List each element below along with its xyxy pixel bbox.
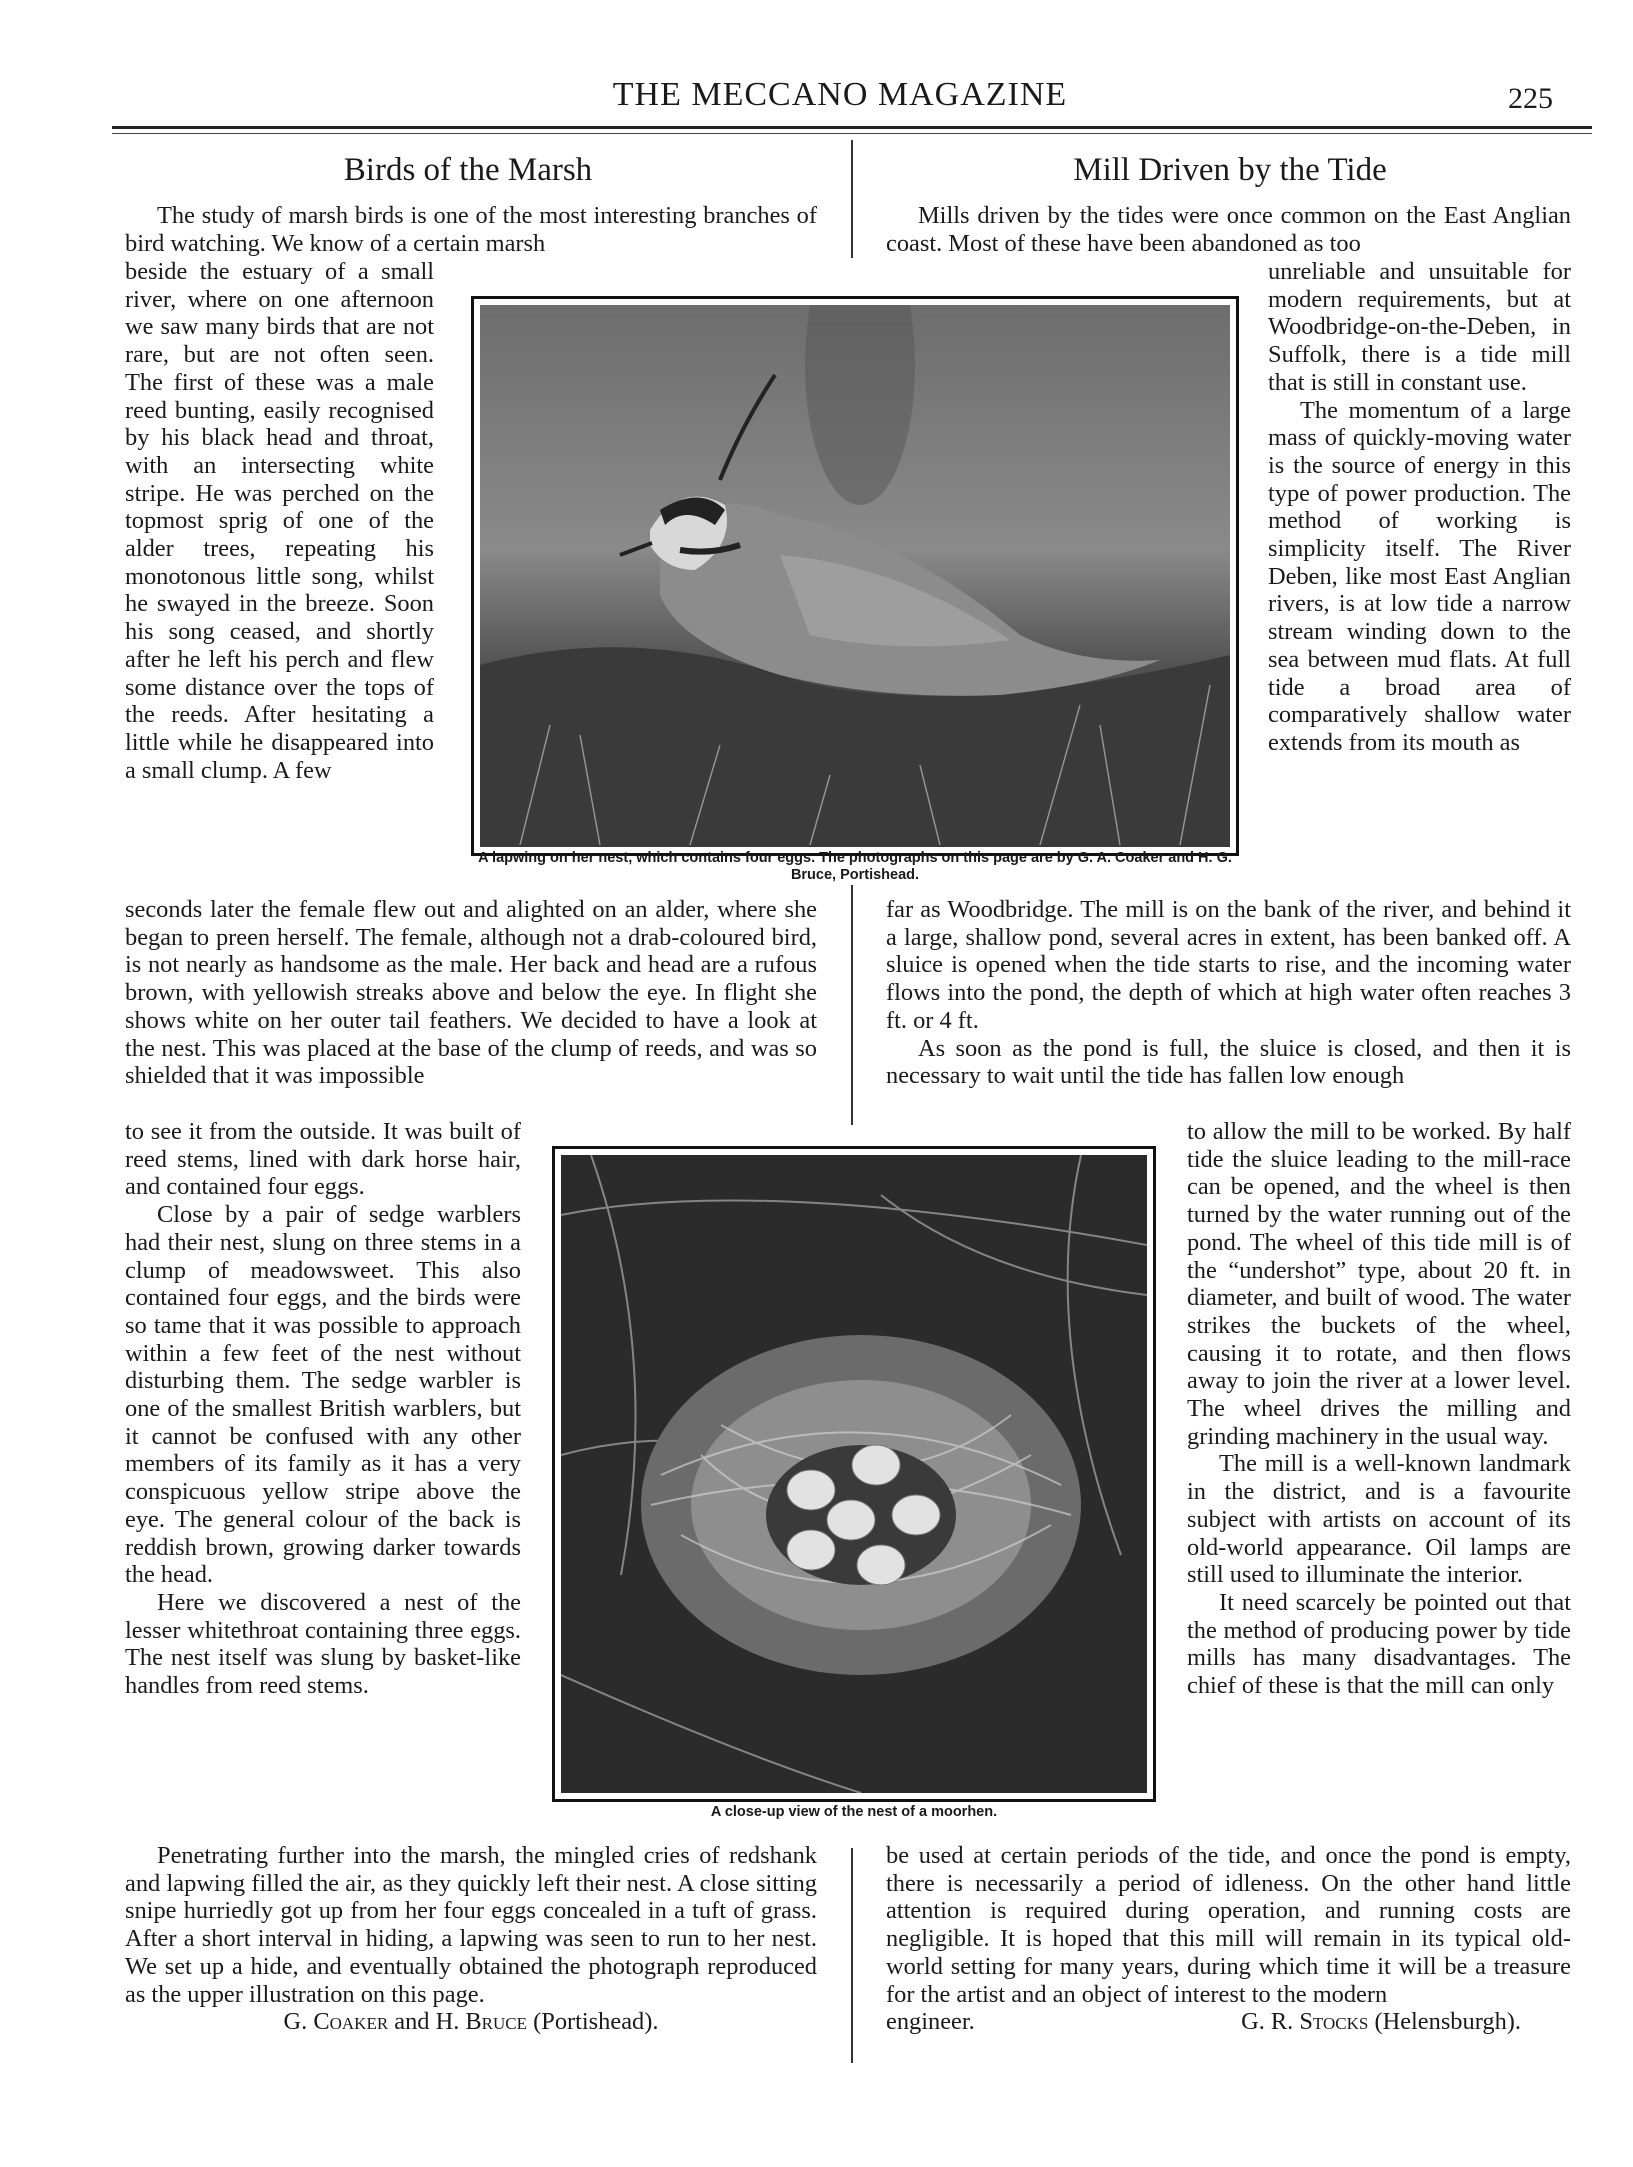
right-narrow-col-1 — [1268, 258, 1571, 757]
right-full-text-2b: As soon as the pond is full, the sluice is closed, and then it is necessary to wait until the tide has fallen low enough — [886, 1034, 1571, 1090]
right-full-3 — [886, 1842, 1571, 2036]
left-narrow-text-2b: Close by a pair of sedge warblers had their nest, slung on three stems in a clump of meadowsweet. This also contained four eggs, and the birds were so tame that it was possible to approach within a few feet of the nest without disturbing them. The sedge warbler is one of the smallest British warblers, but it cannot be confused with any other members of its family as it has a very conspicuous yellow stripe above the eye. The general colour of the back is reddish brown, growing darker towards the head. — [125, 1201, 521, 1589]
left-narrow-col-1 — [125, 258, 434, 784]
right-author-line: engineer. G. R. Stocks (Helensburgh). — [886, 2008, 1571, 2036]
left-full-text-3: Penetrating further into the marsh, the mingled cries of redshank and lapwing filled the air, as they quickly left their nest. A close sitting snipe hurriedly got up from her four eggs concealed in a tuft of grass. After a short interval in hiding, a lapwing was seen to run to her nest. We set up a hide, and eventually obtained the photograph reproduced as the upper illustration on this page. — [125, 1842, 817, 2008]
column-divider — [851, 1848, 853, 2063]
column-divider — [851, 885, 853, 1125]
left-author-signature: G. Coaker and H. Bruce (Portishead). — [283, 2008, 659, 2036]
header-rule-thin — [112, 133, 1592, 134]
lapwing-image — [480, 305, 1230, 847]
right-full-text-3: be used at certain periods of the tide, and once the pond is empty, there is necessarily a period of idleness. On the other hand little attention is required during operation, and running costs are negligible. It is hoped that this mill will remain in its typical old-world setting for many years, during which time it will be a treasure for the artist and an object of interest to the modern — [886, 1842, 1571, 2008]
right-article-title: Mill Driven by the Tide — [1073, 152, 1387, 188]
lapwing-photo — [471, 296, 1239, 856]
right-author-signature: G. R. Stocks (Helensburgh). — [1241, 2008, 1521, 2036]
left-narrow-col-2 — [125, 1118, 521, 1700]
right-intro — [886, 202, 1571, 257]
left-full-text-2: seconds later the female flew out and alighted on an alder, where she began to preen herself. The female, although not a drab-coloured bird, is not nearly as handsome as the male. Her back and head are a rufous brown, with yellowish streaks above and below the eye. In flight she shows white on her outer tail feathers. We decided to have a look at the nest. This was placed at the base of the clump of reeds, and was so shielded that it was impossible — [125, 896, 817, 1090]
magazine-title: THE MECCANO MAGAZINE — [612, 76, 1068, 113]
right-narrow-text-1a: unreliable and unsuitable for modern requirements, but at Woodbridge-on-the-Deben, in Suffolk, there is a tide mill that is still in constant use. — [1268, 258, 1571, 396]
right-narrow-text-2b: The mill is a well-known landmark in the district, and is a favourite subject with artists on account of its old-world appearance. Oil lamps are still used to illuminate the interior. — [1187, 1450, 1571, 1589]
moorhen-nest-image — [561, 1155, 1147, 1793]
column-divider — [851, 140, 853, 258]
page-number: 225 — [1508, 82, 1553, 115]
left-intro — [125, 202, 817, 257]
moorhen-nest-photo — [552, 1146, 1156, 1802]
right-full-text-2a: far as Woodbridge. The mill is on the bank of the river, and behind it a large, shallow pond, several acres in extent, has been banked off. A sluice is opened when the tide starts to rise, and the incoming water flows into the pond, the depth of which at high water often reaches 3 ft. or 4 ft. — [886, 896, 1571, 1034]
left-narrow-text-1: beside the estuary of a small river, where on one afternoon we saw many birds that are not rare, but are not often seen. The first of these was a male reed bunting, easily recognised by his black head and throat, with an intersecting white stripe. He was perched on the topmost sprig of one of the alder trees, repeating his monotonous little song, whilst he swayed in the breeze. Soon his song ceased, and shortly after he left his perch and flew some distance over the tops of the reeds. After hesitating a little while he disappeared into a small clump. A few — [125, 258, 434, 784]
right-intro-text: Mills driven by the tides were once common on the East Anglian coast. Most of these have been abandoned as too — [886, 202, 1571, 257]
right-narrow-text-2c: It need scarcely be pointed out that the method of producing power by tide mills has many disadvantages. The chief of these is that the mill can only — [1187, 1588, 1571, 1700]
moorhen-caption: A close-up view of the nest of a moorhen. — [710, 1804, 998, 1820]
right-narrow-text-2a: to allow the mill to be worked. By half tide the sluice leading to the mill-race can be opened, and the wheel is then turned by the water running out of the pond. The wheel of this tide mill is of the “undershot” type, about 20 ft. in diameter, and built of wood. The water strikes the buckets of the wheel, causing it to rotate, and then flows away to join the river at a lower level. The wheel drives the milling and grinding machinery in the usual way. — [1187, 1118, 1571, 1450]
left-full-3 — [125, 1842, 817, 2036]
right-narrow-col-2 — [1187, 1118, 1571, 1700]
left-article-title: Birds of the Marsh — [343, 152, 593, 188]
left-intro-text: The study of marsh birds is one of the most interesting branches of bird watching. We know of a certain marsh — [125, 202, 817, 257]
left-narrow-text-2c: Here we discovered a nest of the lesser whitethroat containing three eggs. The nest itself was slung by basket-like handles from reed stems. — [125, 1588, 521, 1700]
right-narrow-text-1b: The momentum of a large mass of quickly-moving water is the source of energy in this type of power production. The method of working is simplicity itself. The River Deben, like most East Anglian rivers, is at low tide a narrow stream winding down to the sea between mud flats. At full tide a broad area of comparatively shallow water extends from its mouth as — [1268, 396, 1571, 756]
header-rule — [112, 126, 1592, 129]
left-full-2 — [125, 896, 817, 1090]
lapwing-caption: A lapwing on her nest, which contains four eggs. The photographs on this page are by G. A. Coaker and H. G. Bruce, Portishead. — [478, 850, 1232, 883]
left-narrow-text-2a: to see it from the outside. It was built of reed stems, lined with dark horse hair, and contained four eggs. — [125, 1118, 521, 1201]
right-full-2 — [886, 896, 1571, 1090]
